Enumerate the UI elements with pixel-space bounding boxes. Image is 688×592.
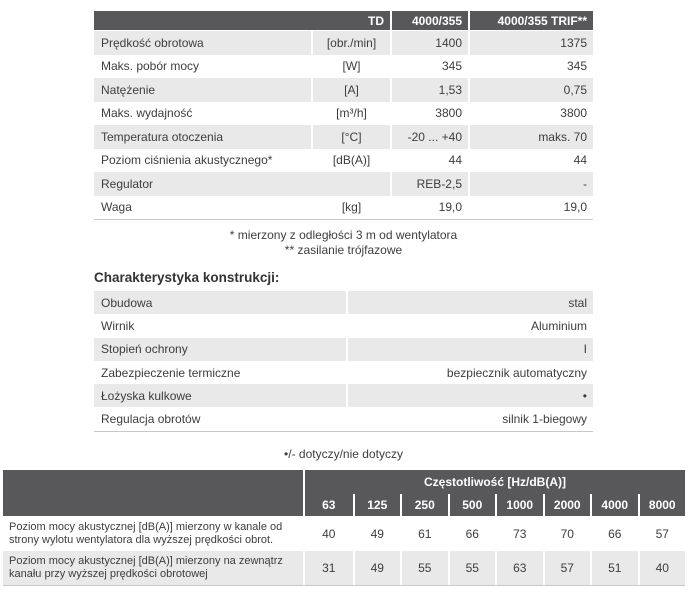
construction-value: bezpiecznik automatyczny [348, 361, 593, 384]
frequency-column-header: 4000 [590, 494, 638, 517]
spec-unit: [obr./min] [313, 31, 392, 55]
spec-value-2: 345 [470, 55, 593, 79]
spec-unit: [m³/h] [313, 102, 392, 126]
construction-row-speed-control [94, 407, 593, 430]
spec-value-1: 1,53 [392, 78, 470, 102]
spec-label: Temperatura otoczenia [94, 125, 313, 149]
spec-label: Prędkość obrotowa [94, 31, 313, 55]
construction-label: Regulacja obrotów [94, 407, 348, 430]
acoustic-value: 49 [353, 551, 401, 585]
acoustic-table [3, 470, 685, 586]
construction-heading: Charakterystyka konstrukcji: [94, 270, 280, 285]
acoustic-value: 55 [400, 551, 448, 585]
construction-value: • [348, 384, 593, 407]
construction-value: silnik 1-biegowy [348, 407, 593, 430]
frequency-column-header: 250 [400, 494, 448, 517]
acoustic-value: 49 [353, 517, 401, 551]
acoustic-row-label: Poziom mocy akustycznej [dB(A)] mierzony w kanale od strony wylotu wentylatora dla wyższej prędkości obrot. [3, 517, 305, 551]
acoustic-value: 66 [590, 517, 638, 551]
acoustic-value: 40 [638, 551, 686, 585]
spec-unit: [W] [313, 55, 392, 79]
spec-row-power [94, 55, 593, 79]
frequency-column-header: 2000 [543, 494, 591, 517]
spec-unit: [°C] [313, 125, 392, 149]
acoustic-frequency-title: Częstotliwość [Hz/dB(A)] [305, 470, 685, 494]
spec-unit: [dB(A)] [313, 149, 392, 173]
acoustic-value: 73 [495, 517, 543, 551]
spec-row-temperature [94, 125, 593, 149]
spec-table [94, 11, 593, 220]
construction-label: Stopień ochrony [94, 338, 348, 361]
spec-value-2: - [470, 172, 593, 196]
acoustic-value: 66 [448, 517, 496, 551]
acoustic-row-outside [3, 551, 685, 585]
spec-row-regulator [94, 172, 593, 196]
construction-row-bearings [94, 384, 593, 407]
spec-value-1: 44 [392, 149, 470, 173]
spec-value-2: 44 [470, 149, 593, 173]
spec-label: Maks. wydajność [94, 102, 313, 126]
spec-label: Waga [94, 196, 313, 220]
construction-row-housing [94, 291, 593, 314]
acoustic-value: 63 [495, 551, 543, 585]
construction-label: Obudowa [94, 291, 348, 314]
spec-value-1: -20 ... +40 [392, 125, 470, 149]
frequency-column-header: 8000 [638, 494, 686, 517]
acoustic-header-title-row [3, 470, 685, 494]
acoustic-value: 61 [400, 517, 448, 551]
construction-value: I [348, 338, 593, 361]
spec-header-variant2: 4000/355 TRIF** [470, 11, 593, 31]
spec-value-1: REB-2,5 [392, 172, 470, 196]
frequency-column-header: 125 [353, 494, 401, 517]
spec-value-2: 1375 [470, 31, 593, 55]
spec-row-speed [94, 31, 593, 55]
spec-header-variant1: 4000/355 [392, 11, 470, 31]
spec-value-2: 19,0 [470, 196, 593, 220]
construction-row-impeller [94, 314, 593, 337]
spec-row-airflow [94, 102, 593, 126]
acoustic-value: 70 [543, 517, 591, 551]
spec-unit: [A] [313, 78, 392, 102]
legend-note: •/- dotyczy/nie dotyczy [284, 447, 403, 461]
acoustic-value: 40 [305, 517, 353, 551]
frequency-column-header: 500 [448, 494, 496, 517]
construction-label: Wirnik [94, 314, 348, 337]
spec-value-1: 1400 [392, 31, 470, 55]
frequency-column-header: 63 [305, 494, 353, 517]
construction-value: Aluminium [348, 314, 593, 337]
acoustic-value: 51 [590, 551, 638, 585]
footnote-three-phase: ** zasilanie trójfazowe [284, 243, 403, 257]
construction-label: Łożyska kulkowe [94, 384, 348, 407]
spec-row-current [94, 78, 593, 102]
spec-value-1: 345 [392, 55, 470, 79]
footnotes [94, 228, 593, 258]
acoustic-row-duct [3, 517, 685, 551]
spec-header-row [94, 11, 593, 31]
spec-header-model: TD [94, 11, 392, 31]
acoustic-row-label: Poziom mocy akustycznej [dB(A)] mierzony na zewnątrz kanału przy wyższej prędkości obrotowej [3, 551, 305, 585]
spec-value-2: 3800 [470, 102, 593, 126]
construction-row-thermal [94, 361, 593, 384]
spec-value-1: 19,0 [392, 196, 470, 220]
spec-value-1: 3800 [392, 102, 470, 126]
construction-value: stal [348, 291, 593, 314]
spec-label: Natężenie [94, 78, 313, 102]
spec-label: Maks. pobór mocy [94, 55, 313, 79]
spec-label: Regulator [94, 172, 392, 196]
footnote-measurement: * mierzony z odległości 3 m od wentylatora [229, 228, 458, 242]
spec-value-2: maks. 70 [470, 125, 593, 149]
construction-table [94, 291, 593, 432]
construction-row-protection [94, 338, 593, 361]
spec-label: Poziom ciśnienia akustycznego* [94, 149, 313, 173]
spec-row-sound-pressure [94, 149, 593, 173]
acoustic-corner-cell [3, 470, 305, 517]
acoustic-value: 57 [638, 517, 686, 551]
construction-label: Zabezpieczenie termiczne [94, 361, 348, 384]
spec-unit: [kg] [313, 196, 392, 220]
frequency-column-header: 1000 [495, 494, 543, 517]
spec-value-2: 0,75 [470, 78, 593, 102]
acoustic-value: 57 [543, 551, 591, 585]
spec-row-weight [94, 196, 593, 220]
acoustic-value: 31 [305, 551, 353, 585]
acoustic-value: 55 [448, 551, 496, 585]
